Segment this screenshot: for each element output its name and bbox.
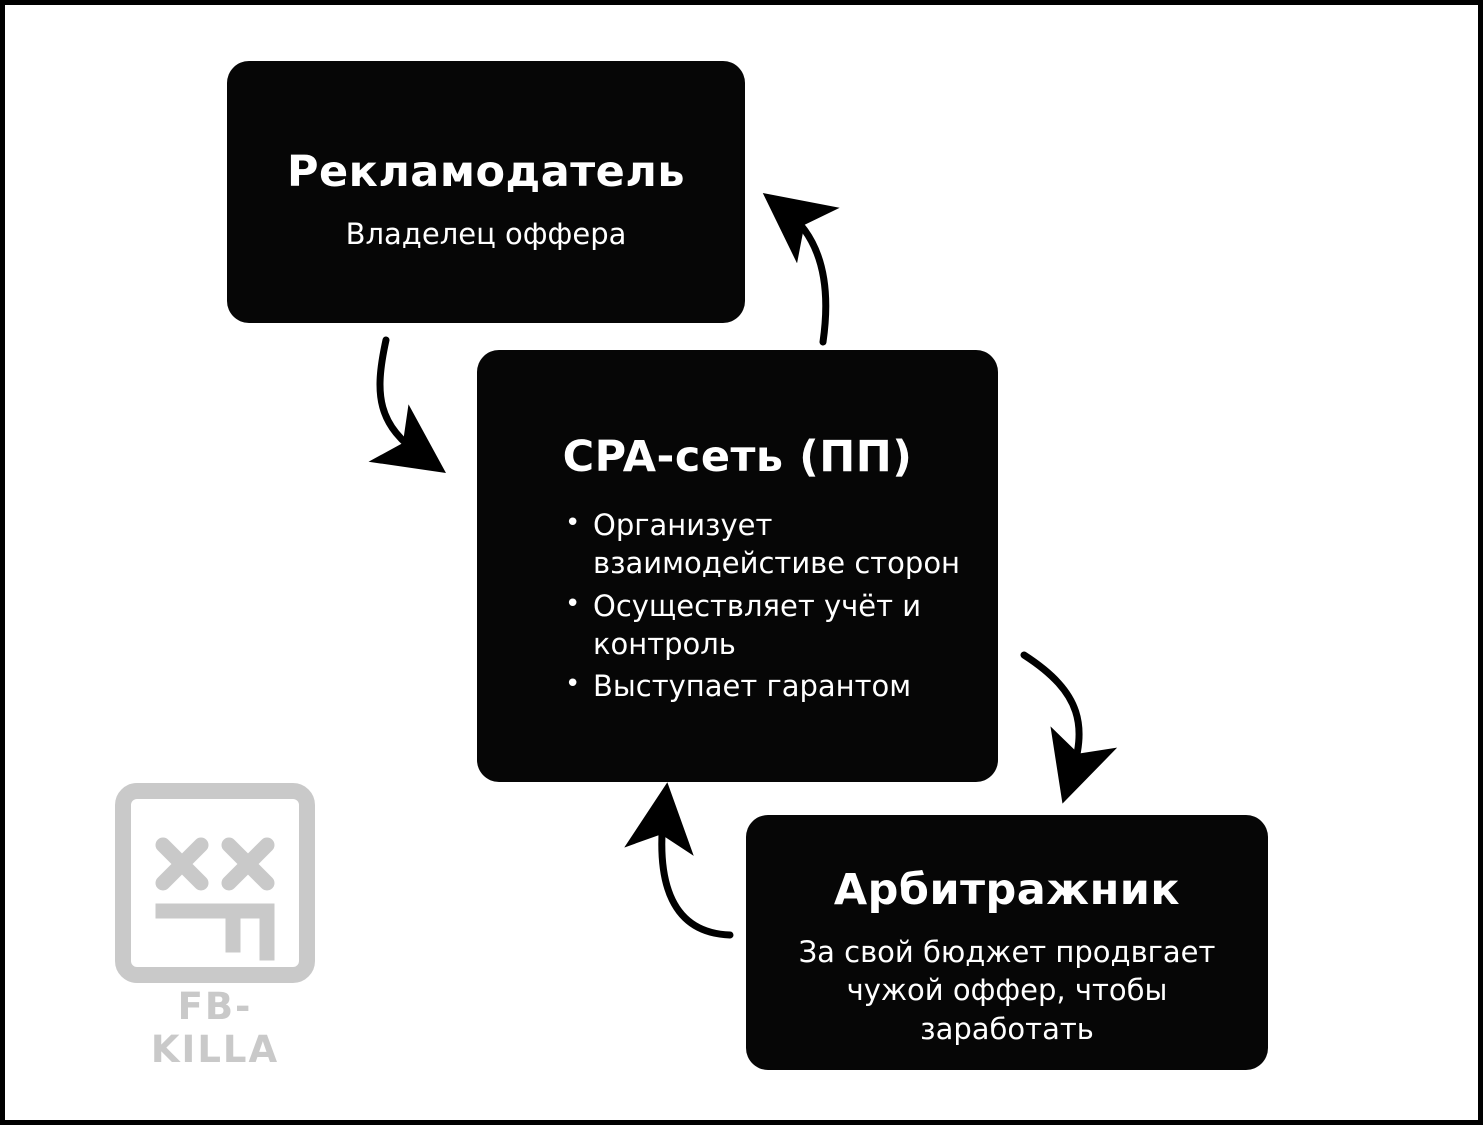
node-advertiser-subtitle: Владелец оффера [345, 216, 627, 251]
node-advertiser-title: Рекламодатель [286, 147, 686, 197]
arrow-advertiser-to-cpa [380, 340, 423, 457]
node-cpa-network [477, 350, 998, 782]
list-item: • Осуществляет учёт и контроль [593, 587, 972, 664]
node-cpa-network-bullets [503, 506, 972, 709]
fb-killa-logo-icon [115, 783, 315, 983]
node-advertiser [227, 61, 745, 323]
node-cpa-network-title: CPA-сеть (ПП) [562, 432, 913, 482]
watermark [115, 783, 315, 1071]
watermark-label: FB-KILLA [150, 985, 280, 1071]
list-item: • Организует взаимодейстиве сторон [593, 506, 972, 583]
arrow-cpa-to-advertiser [785, 210, 826, 342]
node-arbitrageur-subtitle: За свой бюджет продвгает чужой оффер, чтобы заработать [798, 935, 1216, 1046]
node-arbitrageur [746, 815, 1268, 1070]
arrow-cpa-to-arbitrageur [1024, 655, 1079, 777]
node-arbitrageur-title: Арбитражник [833, 865, 1181, 915]
arrow-arbitrageur-to-cpa [662, 810, 730, 935]
list-item: • Выступает гарантом [593, 667, 972, 705]
